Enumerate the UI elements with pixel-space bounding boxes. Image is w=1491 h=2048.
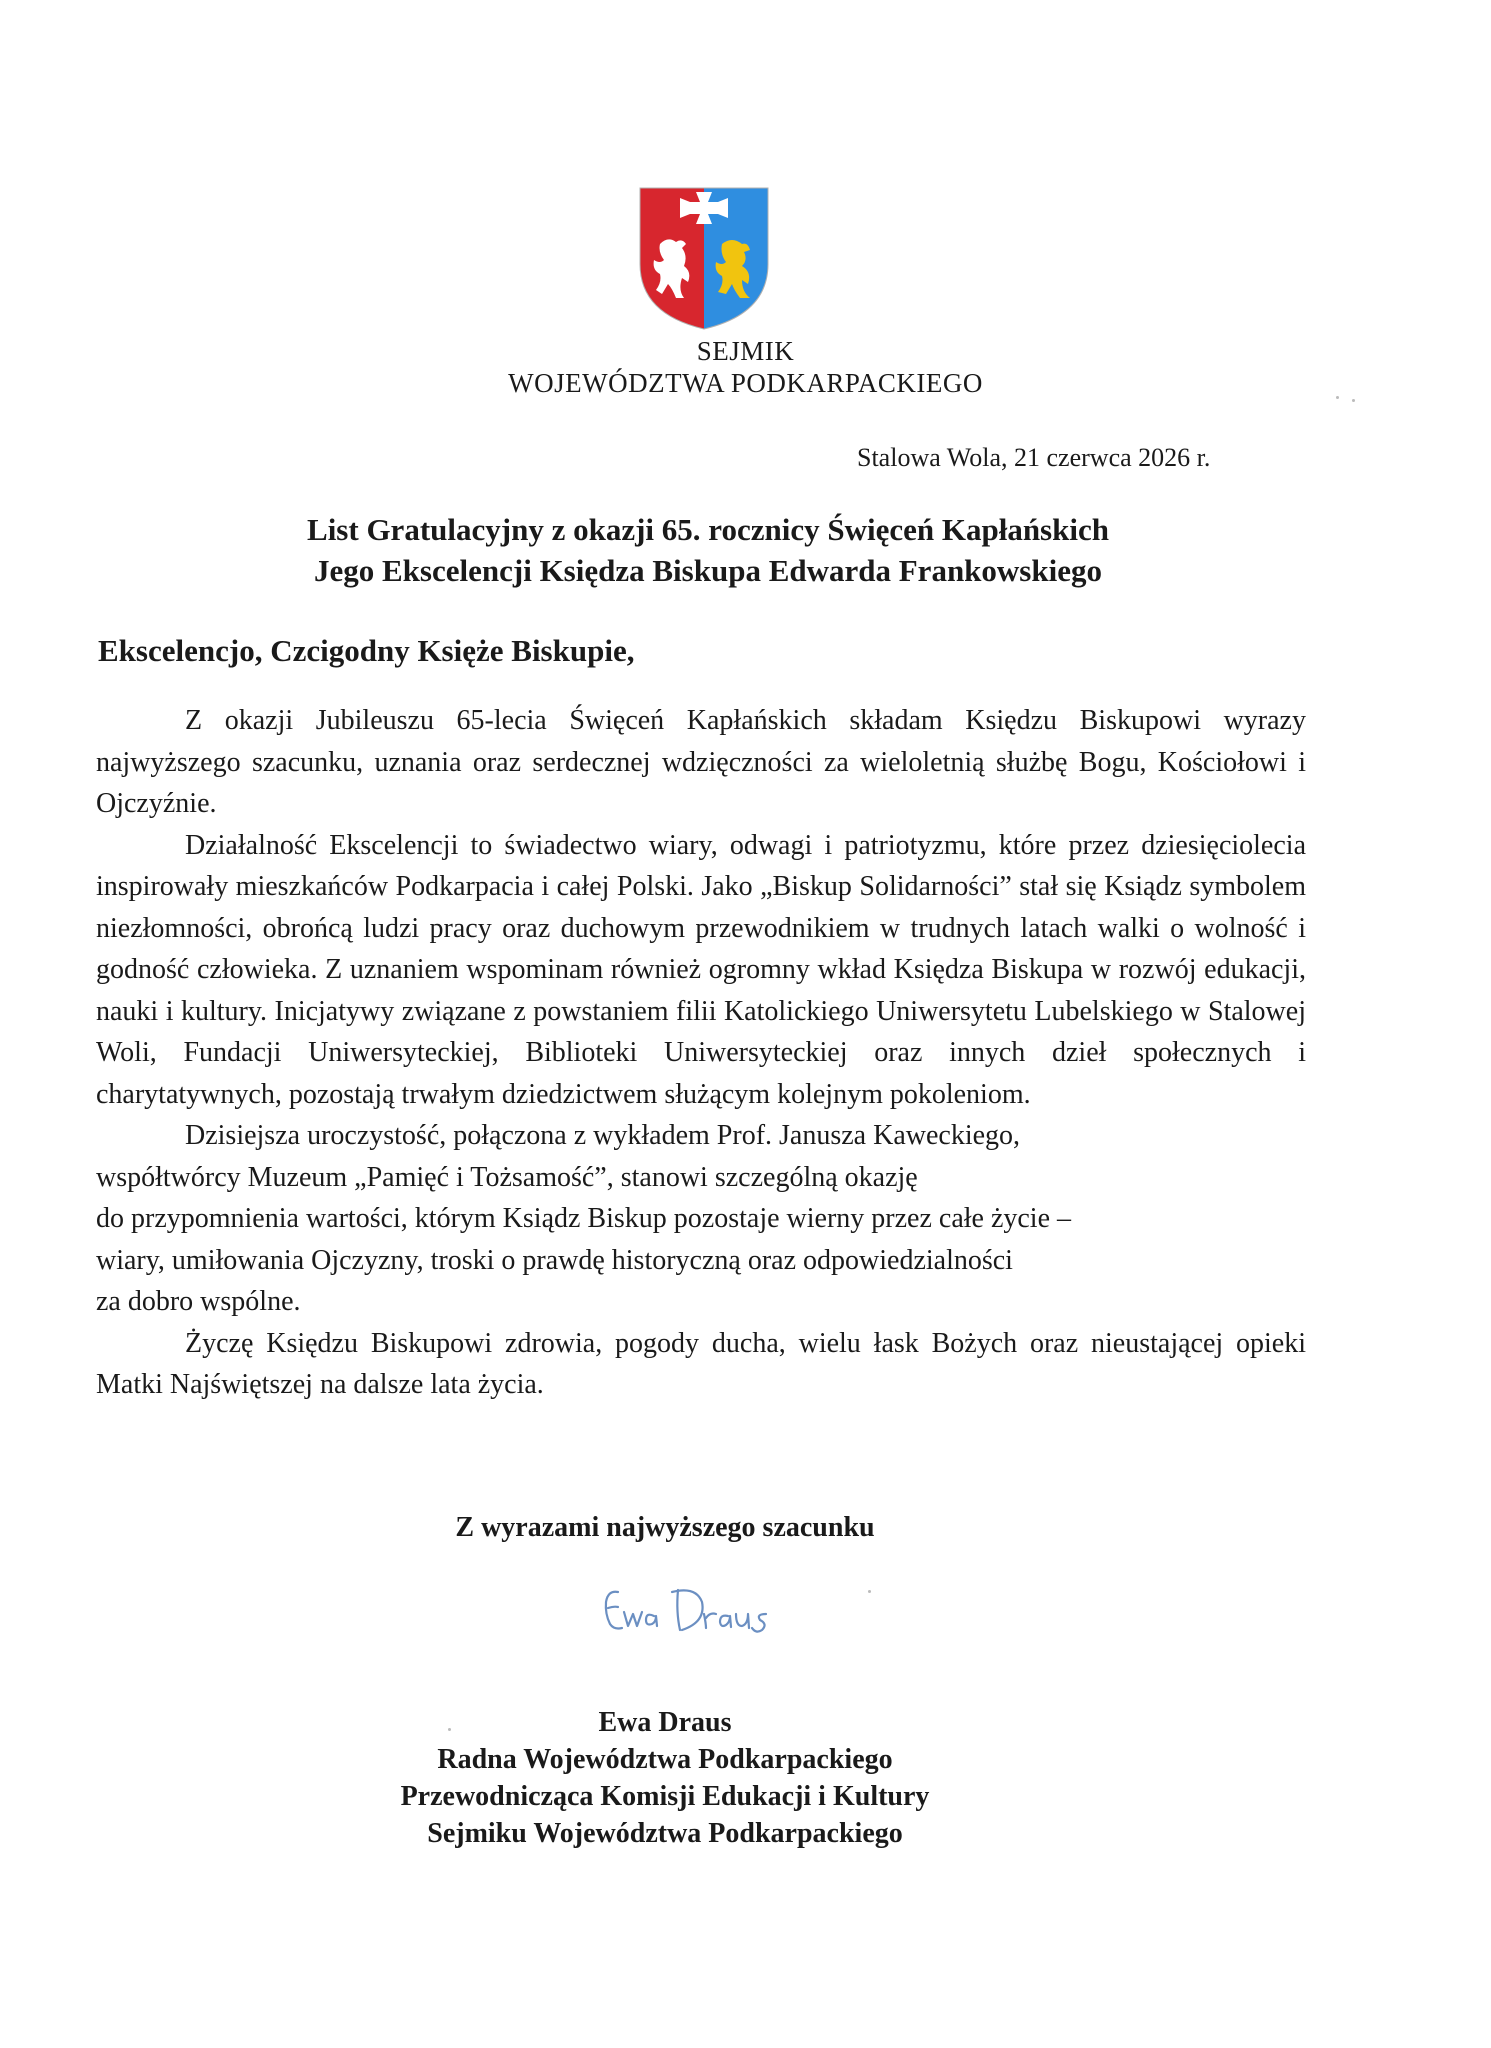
signer-role-2: Przewodnicząca Komisji Edukacji i Kultury [400,1781,930,1812]
paragraph-3-line-5: za dobro wspólne. [96,1286,301,1317]
paragraph-2: Działalność Ekscelencji to świadectwo wiary, odwagi i patriotyzmu, które przez dziesięciolecia inspirowały mieszkańców Podkarpacia i całej Polski. Jako „Biskup Solidarności” stał się Ksiądz symbolem niezłomności, obrońcą ludzi pracy oraz duchowym przewodnikiem w trudnych latach walki o wolność i godność człowieka. Z uznaniem wspominam również ogromny wkład Księdza Biskupa w rozwój edukacji, nauki i kultury. Inicjatywy związane z powstaniem filii Katolickiego Uniwersytetu Lubelskiego w Stalowej Woli, Fundacji Uniwersyteckiej, Biblioteki Uniwersyteckiej oraz innych dzieł społecznych i charytatywnych, pozostają trwałym dziedzictwem służącym kolejnym pokoleniom. [96,829,1306,1110]
organization-name-line1: SEJMIK [696,336,795,366]
letter-body [96,700,1306,1406]
letter-date: Stalowa Wola, 21 czerwca 2026 r. [857,443,1211,472]
handwritten-signature [596,1574,796,1654]
scan-speck [868,1590,871,1593]
letter-title-line1: List Gratulacyjny z okazji 65. rocznicy Święceń Kapłańskich [307,512,1109,547]
salutation: Ekscelencjo, Czcigodny Księże Biskupie, [98,633,635,668]
coat-of-arms-logo [638,186,770,331]
paragraph-3 [96,1115,1306,1157]
paragraph-3-line-3: do przypomnienia wartości, którym Ksiądz Biskup pozostaje wierny przez całe życie – [96,1203,1072,1234]
paragraph-1: Z okazji Jubileuszu 65-lecia Święceń Kapłańskich składam Księdzu Biskupowi wyrazy najwyższego szacunku, uznania oraz serdecznej wdzięczności za wieloletnią służbę Bogu, Kościołowi i Ojczyźnie. [96,705,1306,819]
paragraph-3-line-4: wiary, umiłowania Ojczyzny, troski o prawdę historyczną oraz odpowiedzialności [96,1244,1013,1276]
paragraph-4: Życzę Księdzu Biskupowi zdrowia, pogody ducha, wielu łask Bożych oraz nieustającej opieki Matki Najświętszej na dalsze lata życia. [96,1327,1306,1400]
paragraph-3-line-1: Dzisiejsza uroczystość, połączona z wykładem Prof. Janusza Kaweckiego, [185,1120,1021,1151]
signer-role-1: Radna Województwa Podkarpackiego [437,1744,893,1775]
paragraph-3-line-2: współtwórcy Muzeum „Pamięć i Tożsamość”, stanowi szczególną okazję [96,1161,918,1193]
letter-title-line2: Jego Ekscelencji Księdza Biskupa Edwarda Frankowskiego [314,553,1102,588]
signer-role-3: Sejmiku Województwa Podkarpackiego [427,1818,903,1849]
scan-speck [448,1728,451,1731]
signer-block [0,1704,1330,1852]
scan-speck [1352,399,1355,402]
organization-name-line2: WOJEWÓDZTWA PODKARPACKIEGO [508,368,983,398]
scan-speck [1336,396,1339,399]
closing-formula: Z wyrazami najwyższego szacunku [455,1512,875,1543]
signer-name: Ewa Draus [598,1707,732,1738]
